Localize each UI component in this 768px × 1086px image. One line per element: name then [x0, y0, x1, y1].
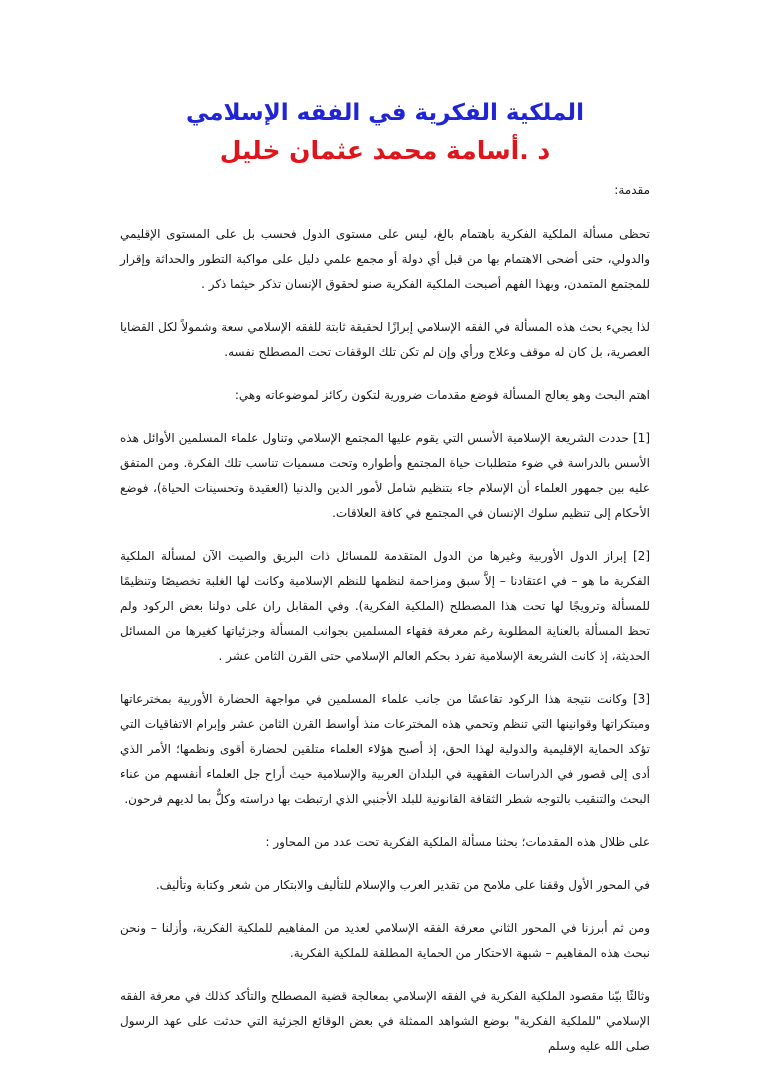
paragraph-premise-3: [3] وكانت نتيجة هذا الركود تقاعسًا من جانب علماء المسلمين في مواجهة الحضارة الأوربية بمخترعاتها ومبتكراتها وقوانينها التي تنظم وتحمي هذه المخترعات منذ أواسط القرن الثامن عشر وإبرام الاتفاقيات التي تؤكد الحماية الإقليمية والدولية لهذا الحق، إذ أصبح هؤلاء العلماء متلقين لحضارة أقوى ونظمها؛ الأمر الذي أدى إلى قصور في الدراسات الفقهية في البلدان العربية والإسلامية حيث أراح جل العلماء أنفسهم من عناء البحث والتنقيب بالتوجه شطر الثقافة القانونية للبلد الأجنبي الذي ارتبطت بها دراسته وكلٌّ بما لديهم فرحون. [120, 692, 650, 806]
paragraph-axis-3: وثالثًا بيّنا مقصود الملكية الفكرية في الفقه الإسلامي بمعالجة قضية المصطلح والتأكد كذلك في معرفة الفقه الإسلامي "للملكية الفكرية" بوضع الشواهد الممثلة في بعض الوقائع الجزئية التي حدثت على عهد الرسول صلى الله عليه وسلم [120, 989, 650, 1053]
paragraph-premise-2: [2] إبراز الدول الأوربية وغيرها من الدول المتقدمة للمسائل ذات البريق والصيت الآن لمسألة الملكية الفكرية ما هو – في اعتقادنا – إلاَّ سبق ومزاحمة لنظمها للنظم الإسلامية وكانت لها الغلبة تخصيصًا وتنظيمًا للمسألة وترويجًا لها تحت هذا المصطلح (الملكية الفكرية). وفي المقابل ران على دولنا بعض الركود ولم تحظ المسألة بالعناية المطلوبة رغم معرفة فقهاء المسلمين بجوانب المسألة وجزئياتها كغيرها من المسائل الحديثة، إذ كانت الشريعة الإسلامية تفرد بحكم العالم الإسلامي حتى القرن الثامن عشر . [120, 549, 650, 663]
author-name: د .أسامة محمد عثمان خليل [219, 136, 551, 165]
paragraph-intro: تحظى مسألة الملكية الفكرية باهتمام بالغ، ليس على مستوى الدول فحسب بل على المستوى الإقليمي والدولي، حتى أضحى الاهتمام بها من قبل أي دولة أو مجمع علمي دليل على مواكبة التطور والحداثة وإقرار للمجتمع المتمدن، وبهذا الفهم أصبحت الملكية الفكرية صنو لحقوق الإنسان تذكر حيثما ذكر . [120, 227, 650, 291]
paragraph-axis-2: ومن ثم أبرزنا في المحور الثاني معرفة الفقه الإسلامي لعديد من المفاهيم للملكية الفكرية، وأزلنا – ونحن نبحث هذه المفاهيم – شبهة الاحتكار من الحماية المطلقة للملكية الفكرية. [120, 921, 650, 960]
paragraph-premises-lead: اهتم البحث وهو يعالج المسألة فوضع مقدمات ضرورية لتكون ركائز لموضوعاته وهي: [234, 388, 650, 402]
paragraph-axes-lead: على ظلال هذه المقدمات؛ بحثنا مسألة الملكية الفكرية تحت عدد من المحاور : [265, 835, 650, 849]
document-title: الملكية الفكرية في الفقه الإسلامي [186, 100, 584, 126]
paragraph-premise-1: [1] حددت الشريعة الإسلامية الأسس التي يقوم عليها المجتمع الإسلامي وتناول علماء المسلمين الأوائل هذه الأسس بالدراسة في ضوء متطلبات حياة المجتمع وأطواره وتحت مسميات تناسب تلك الفكرة. ومن المتفق عليه بين جمهور العلماء أن الإسلام جاء بتنظيم شامل لأمور الدين والدنيا (العقيدة وتحسينات الحياة)، فوضع الأحكام إلى تنظيم سلوك الإنسان في المجتمع في كافة العلاقات. [120, 431, 650, 520]
intro-heading: مقدمة: [614, 183, 650, 197]
paragraph-purpose: لذا يجيء بحث هذه المسألة في الفقه الإسلامي إبرازًا لحقيقة ثابتة للفقه الإسلامي سعة وشمولاً لكل القضايا العصرية، بل كان له موقف وعلاج ورأي وإن لم تكن تلك الوقفات تحت المصطلح نفسه. [120, 320, 650, 359]
paragraph-axis-1: في المحور الأول وقفنا على ملامح من تقدير العرب والإسلام للتأليف والابتكار من شعر وكتابة وتأليف. [155, 878, 650, 892]
